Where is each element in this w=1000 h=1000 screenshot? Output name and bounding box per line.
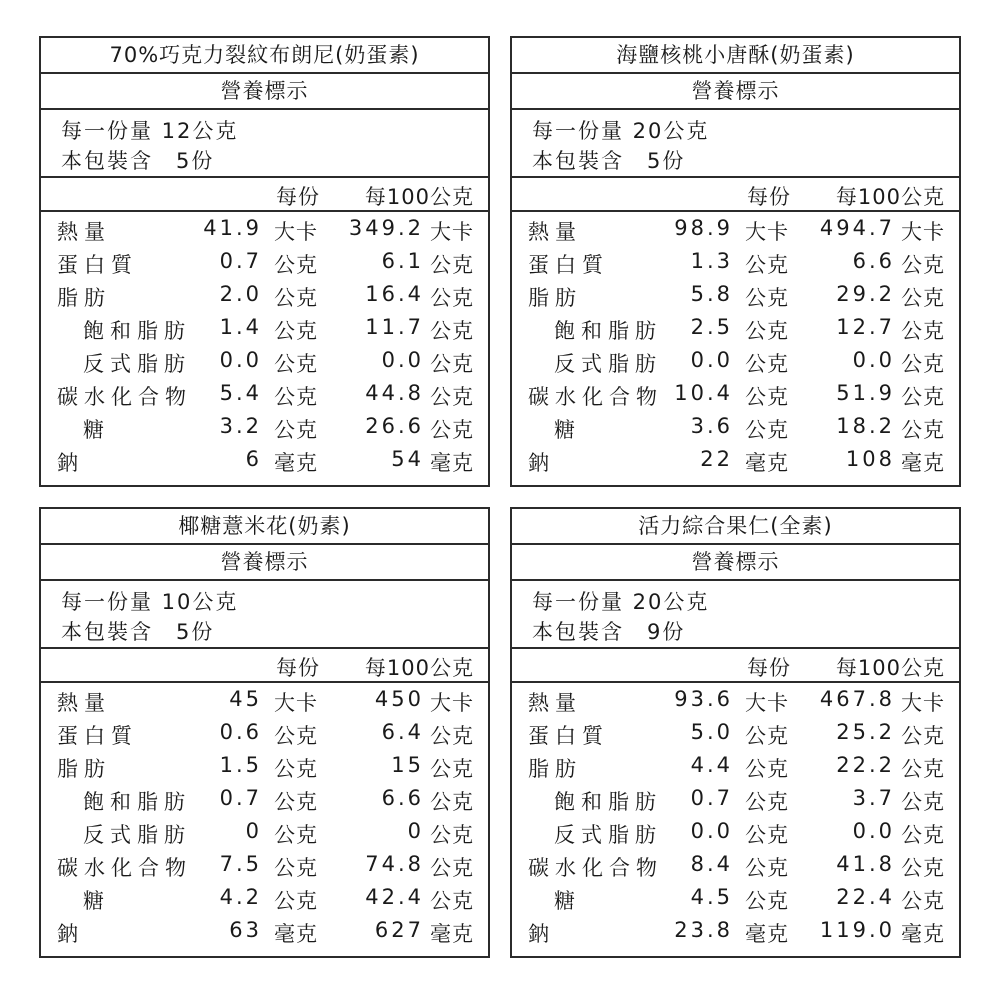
per-100g-value: 54 xyxy=(391,447,424,471)
per-100g-value: 15 xyxy=(391,753,424,777)
per-100g-unit: 公克 xyxy=(430,823,474,847)
nutrient-name: 脂肪 xyxy=(528,757,582,781)
per-100g-unit: 毫克 xyxy=(901,922,945,946)
per-100g-value: 6.4 xyxy=(381,720,424,744)
nutrient-row xyxy=(512,348,959,381)
product-title: 椰糖薏米花(奶素) xyxy=(41,509,488,545)
per-100g-unit: 公克 xyxy=(430,889,474,913)
per-serving-value: 6 xyxy=(245,447,262,471)
serving-size: 每一份量 12公克 xyxy=(61,119,239,143)
per-serving-unit: 公克 xyxy=(745,790,789,814)
nutrient-row xyxy=(41,720,488,753)
per-100g-unit: 公克 xyxy=(430,319,474,343)
servings-per-package: 本包裝含 5份 xyxy=(61,149,215,173)
per-100g-value: 11.7 xyxy=(365,315,424,339)
per-100g-unit: 毫克 xyxy=(430,451,474,475)
serving-info xyxy=(512,581,959,649)
nutrient-row xyxy=(41,819,488,852)
nutrient-name: 反式脂肪 xyxy=(554,352,662,376)
per-serving-value: 0.7 xyxy=(219,786,262,810)
per-100g-value: 467.8 xyxy=(819,687,895,711)
per-serving-value: 3.6 xyxy=(690,414,733,438)
nutrient-name: 熱量 xyxy=(528,691,582,715)
nutrient-row xyxy=(41,348,488,381)
per-100g-unit: 公克 xyxy=(901,757,945,781)
per-serving-unit: 公克 xyxy=(274,889,318,913)
per-serving-value: 2.5 xyxy=(690,315,733,339)
col-per-100g: 每100公克 xyxy=(835,656,945,680)
per-serving-unit: 公克 xyxy=(745,823,789,847)
column-header xyxy=(512,178,959,212)
per-100g-value: 0 xyxy=(407,819,424,843)
per-100g-value: 42.4 xyxy=(365,885,424,909)
per-100g-value: 119.0 xyxy=(819,918,895,942)
per-serving-unit: 公克 xyxy=(274,724,318,748)
nutrition-label-2 xyxy=(39,507,490,958)
per-serving-value: 5.0 xyxy=(690,720,733,744)
nutrition-label-0 xyxy=(39,36,490,487)
per-serving-value: 0.7 xyxy=(690,786,733,810)
nutrient-name: 脂肪 xyxy=(57,757,111,781)
per-100g-unit: 毫克 xyxy=(901,451,945,475)
nutrient-row xyxy=(41,381,488,414)
per-serving-unit: 公克 xyxy=(274,286,318,310)
per-100g-unit: 公克 xyxy=(901,253,945,277)
per-serving-unit: 公克 xyxy=(745,856,789,880)
per-100g-unit: 大卡 xyxy=(901,691,945,715)
per-serving-unit: 公克 xyxy=(274,253,318,277)
per-serving-unit: 毫克 xyxy=(274,451,318,475)
per-100g-unit: 公克 xyxy=(901,724,945,748)
per-100g-unit: 公克 xyxy=(901,889,945,913)
per-serving-unit: 公克 xyxy=(274,385,318,409)
per-serving-unit: 公克 xyxy=(745,724,789,748)
nutrient-name: 蛋白質 xyxy=(528,253,609,277)
nutrient-row xyxy=(512,753,959,786)
per-serving-value: 98.9 xyxy=(674,216,733,240)
per-100g-value: 12.7 xyxy=(836,315,895,339)
nutrient-row xyxy=(512,282,959,315)
per-serving-value: 7.5 xyxy=(219,852,262,876)
nutrient-row xyxy=(41,282,488,315)
per-serving-value: 2.0 xyxy=(219,282,262,306)
per-serving-unit: 大卡 xyxy=(745,691,789,715)
per-100g-unit: 公克 xyxy=(901,352,945,376)
per-100g-unit: 公克 xyxy=(430,418,474,442)
nutrition-label-1 xyxy=(510,36,961,487)
per-serving-unit: 公克 xyxy=(745,352,789,376)
per-serving-value: 93.6 xyxy=(674,687,733,711)
nutrient-row xyxy=(512,447,959,480)
per-100g-value: 0.0 xyxy=(852,348,895,372)
per-serving-unit: 大卡 xyxy=(274,691,318,715)
per-100g-value: 0.0 xyxy=(381,348,424,372)
nutrient-row xyxy=(512,381,959,414)
per-100g-unit: 公克 xyxy=(430,757,474,781)
per-serving-unit: 公克 xyxy=(274,856,318,880)
per-serving-unit: 公克 xyxy=(274,790,318,814)
per-100g-value: 74.8 xyxy=(365,852,424,876)
nutrient-row xyxy=(512,852,959,885)
per-serving-value: 0 xyxy=(245,819,262,843)
per-serving-unit: 公克 xyxy=(274,352,318,376)
label-heading: 營養標示 xyxy=(512,545,959,581)
per-serving-value: 1.4 xyxy=(219,315,262,339)
per-serving-unit: 公克 xyxy=(274,757,318,781)
per-serving-unit: 公克 xyxy=(745,253,789,277)
nutrient-name: 碳水化合物 xyxy=(528,856,663,880)
nutrient-name: 鈉 xyxy=(57,922,84,946)
nutrient-row xyxy=(512,414,959,447)
nutrient-row xyxy=(41,216,488,249)
per-serving-unit: 公克 xyxy=(274,418,318,442)
per-100g-value: 6.6 xyxy=(381,786,424,810)
nutrient-name: 糖 xyxy=(83,889,110,913)
per-100g-unit: 公克 xyxy=(430,352,474,376)
nutrient-name: 反式脂肪 xyxy=(83,823,191,847)
nutrient-row xyxy=(41,249,488,282)
per-serving-value: 4.2 xyxy=(219,885,262,909)
per-serving-unit: 公克 xyxy=(745,319,789,343)
column-header xyxy=(41,649,488,683)
per-100g-unit: 大卡 xyxy=(430,691,474,715)
servings-per-package: 本包裝含 5份 xyxy=(532,149,686,173)
per-100g-unit: 公克 xyxy=(430,286,474,310)
per-100g-value: 3.7 xyxy=(852,786,895,810)
nutrient-row xyxy=(41,753,488,786)
per-100g-unit: 毫克 xyxy=(430,922,474,946)
serving-size: 每一份量 20公克 xyxy=(532,119,710,143)
product-title: 海鹽核桃小唐酥(奶蛋素) xyxy=(512,38,959,74)
per-serving-value: 0.0 xyxy=(690,819,733,843)
nutrient-name: 飽和脂肪 xyxy=(554,319,662,343)
per-serving-unit: 大卡 xyxy=(274,220,318,244)
nutrient-row xyxy=(41,414,488,447)
nutrient-name: 蛋白質 xyxy=(57,724,138,748)
nutrient-row xyxy=(512,918,959,951)
nutrient-row xyxy=(41,918,488,951)
nutrient-name: 熱量 xyxy=(57,691,111,715)
per-100g-unit: 公克 xyxy=(430,724,474,748)
per-100g-value: 450 xyxy=(374,687,424,711)
nutrient-row xyxy=(41,852,488,885)
per-100g-value: 29.2 xyxy=(836,282,895,306)
nutrient-row xyxy=(512,315,959,348)
per-100g-value: 44.8 xyxy=(365,381,424,405)
per-100g-value: 108 xyxy=(845,447,895,471)
per-100g-value: 6.1 xyxy=(381,249,424,273)
per-100g-unit: 公克 xyxy=(430,790,474,814)
per-100g-value: 26.6 xyxy=(365,414,424,438)
per-serving-unit: 公克 xyxy=(745,385,789,409)
nutrient-name: 蛋白質 xyxy=(528,724,609,748)
per-100g-unit: 公克 xyxy=(901,319,945,343)
per-serving-unit: 毫克 xyxy=(274,922,318,946)
nutrient-name: 脂肪 xyxy=(57,286,111,310)
nutrient-name: 糖 xyxy=(83,418,110,442)
per-serving-value: 0.0 xyxy=(690,348,733,372)
per-100g-value: 22.4 xyxy=(836,885,895,909)
per-100g-unit: 公克 xyxy=(430,385,474,409)
nutrient-name: 熱量 xyxy=(57,220,111,244)
per-serving-unit: 公克 xyxy=(274,319,318,343)
nutrient-row xyxy=(41,885,488,918)
col-per-100g: 每100公克 xyxy=(364,185,474,209)
nutrient-name: 糖 xyxy=(554,418,581,442)
per-serving-value: 4.4 xyxy=(690,753,733,777)
per-serving-value: 0.7 xyxy=(219,249,262,273)
per-serving-value: 4.5 xyxy=(690,885,733,909)
label-heading: 營養標示 xyxy=(41,545,488,581)
per-serving-unit: 毫克 xyxy=(745,451,789,475)
nutrient-row xyxy=(512,885,959,918)
per-serving-value: 5.8 xyxy=(690,282,733,306)
per-serving-unit: 公克 xyxy=(745,757,789,781)
col-per-serving: 每份 xyxy=(747,185,791,209)
nutrient-name: 飽和脂肪 xyxy=(83,319,191,343)
nutrient-name: 鈉 xyxy=(57,451,84,475)
nutrient-name: 碳水化合物 xyxy=(528,385,663,409)
per-100g-unit: 大卡 xyxy=(430,220,474,244)
nutrient-row xyxy=(512,216,959,249)
per-100g-value: 0.0 xyxy=(852,819,895,843)
nutrient-name: 鈉 xyxy=(528,451,555,475)
per-serving-unit: 公克 xyxy=(745,418,789,442)
column-header xyxy=(41,178,488,212)
per-100g-value: 6.6 xyxy=(852,249,895,273)
nutrient-name: 碳水化合物 xyxy=(57,385,192,409)
nutrient-name: 蛋白質 xyxy=(57,253,138,277)
serving-info xyxy=(41,110,488,178)
nutrient-name: 脂肪 xyxy=(528,286,582,310)
per-100g-unit: 公克 xyxy=(430,253,474,277)
nutrient-name: 熱量 xyxy=(528,220,582,244)
serving-info xyxy=(512,110,959,178)
per-serving-value: 5.4 xyxy=(219,381,262,405)
per-serving-value: 63 xyxy=(229,918,262,942)
column-header xyxy=(512,649,959,683)
per-serving-value: 45 xyxy=(229,687,262,711)
per-100g-unit: 公克 xyxy=(901,385,945,409)
per-serving-value: 8.4 xyxy=(690,852,733,876)
per-100g-value: 627 xyxy=(374,918,424,942)
per-100g-unit: 公克 xyxy=(901,418,945,442)
nutrient-row xyxy=(512,786,959,819)
nutrient-name: 鈉 xyxy=(528,922,555,946)
per-100g-value: 16.4 xyxy=(365,282,424,306)
servings-per-package: 本包裝含 9份 xyxy=(532,620,686,644)
per-serving-unit: 公克 xyxy=(745,889,789,913)
per-100g-value: 349.2 xyxy=(348,216,424,240)
nutrient-row xyxy=(41,447,488,480)
per-100g-unit: 公克 xyxy=(901,790,945,814)
serving-size: 每一份量 10公克 xyxy=(61,590,239,614)
per-100g-value: 51.9 xyxy=(836,381,895,405)
col-per-serving: 每份 xyxy=(747,656,791,680)
col-per-100g: 每100公克 xyxy=(364,656,474,680)
nutrient-row xyxy=(41,687,488,720)
servings-per-package: 本包裝含 5份 xyxy=(61,620,215,644)
per-100g-value: 494.7 xyxy=(819,216,895,240)
per-serving-value: 23.8 xyxy=(674,918,733,942)
per-serving-value: 0.6 xyxy=(219,720,262,744)
nutrient-row xyxy=(512,819,959,852)
nutrition-label-3 xyxy=(510,507,961,958)
per-serving-value: 10.4 xyxy=(674,381,733,405)
per-serving-value: 41.9 xyxy=(203,216,262,240)
nutrient-row xyxy=(512,720,959,753)
col-per-serving: 每份 xyxy=(276,185,320,209)
nutrient-name: 飽和脂肪 xyxy=(554,790,662,814)
per-serving-value: 0.0 xyxy=(219,348,262,372)
per-100g-unit: 公克 xyxy=(901,856,945,880)
per-100g-unit: 公克 xyxy=(430,856,474,880)
per-serving-value: 22 xyxy=(700,447,733,471)
per-serving-unit: 毫克 xyxy=(745,922,789,946)
per-serving-value: 1.3 xyxy=(690,249,733,273)
col-per-100g: 每100公克 xyxy=(835,185,945,209)
serving-info xyxy=(41,581,488,649)
nutrient-name: 糖 xyxy=(554,889,581,913)
nutrient-name: 碳水化合物 xyxy=(57,856,192,880)
per-100g-value: 18.2 xyxy=(836,414,895,438)
product-title: 70%巧克力裂紋布朗尼(奶蛋素) xyxy=(41,38,488,74)
label-heading: 營養標示 xyxy=(41,74,488,110)
nutrient-name: 反式脂肪 xyxy=(554,823,662,847)
nutrient-name: 飽和脂肪 xyxy=(83,790,191,814)
per-100g-value: 22.2 xyxy=(836,753,895,777)
per-serving-value: 3.2 xyxy=(219,414,262,438)
nutrient-name: 反式脂肪 xyxy=(83,352,191,376)
col-per-serving: 每份 xyxy=(276,656,320,680)
nutrient-row xyxy=(41,786,488,819)
label-heading: 營養標示 xyxy=(512,74,959,110)
nutrient-row xyxy=(512,687,959,720)
per-serving-unit: 公克 xyxy=(745,286,789,310)
per-100g-unit: 公克 xyxy=(901,823,945,847)
per-serving-unit: 公克 xyxy=(274,823,318,847)
per-serving-unit: 大卡 xyxy=(745,220,789,244)
product-title: 活力綜合果仁(全素) xyxy=(512,509,959,545)
per-100g-value: 41.8 xyxy=(836,852,895,876)
nutrient-row xyxy=(41,315,488,348)
serving-size: 每一份量 20公克 xyxy=(532,590,710,614)
nutrient-row xyxy=(512,249,959,282)
per-serving-value: 1.5 xyxy=(219,753,262,777)
per-100g-value: 25.2 xyxy=(836,720,895,744)
per-100g-unit: 大卡 xyxy=(901,220,945,244)
per-100g-unit: 公克 xyxy=(901,286,945,310)
